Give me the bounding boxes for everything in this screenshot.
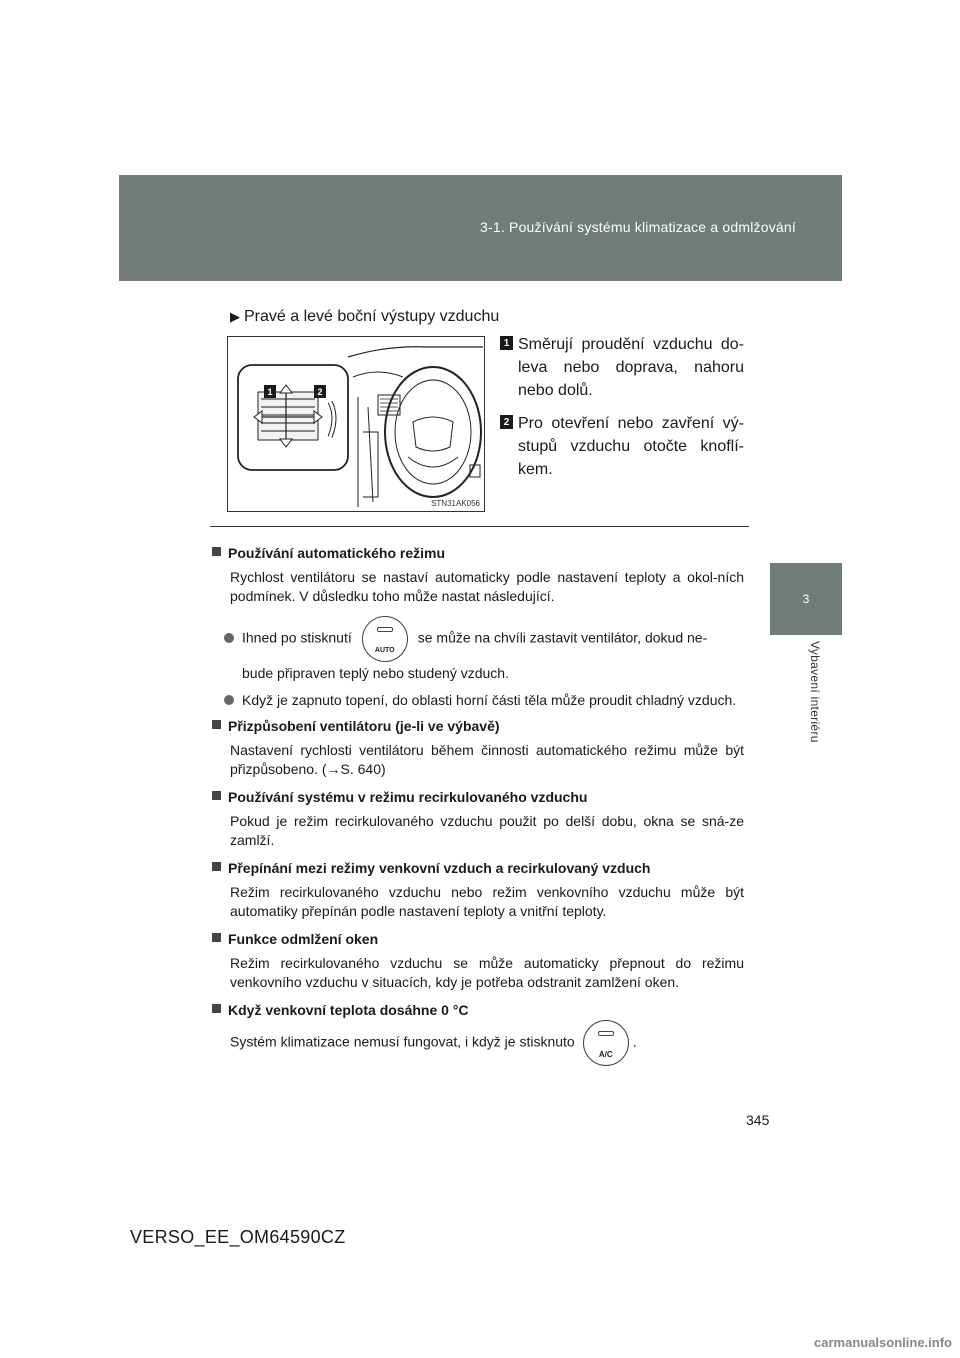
note-body-text: . <box>632 1033 637 1050</box>
note-title-text: Přizpůsobení ventilátoru (je-li ve výbavě) <box>228 718 500 734</box>
callout-number-badge: 1 <box>500 336 513 350</box>
note-title-text: Když venkovní teplota dosáhne 0 °C <box>228 1002 469 1018</box>
bullet-item <box>212 616 744 662</box>
note-title-text: Používání automatického režimu <box>228 545 446 561</box>
callout-list <box>500 333 744 491</box>
round-bullet-icon <box>224 695 234 705</box>
note-title-recirc <box>212 789 744 805</box>
bullet-text: Když je zapnuto topení, do oblasti horní části těla může proudit chladný vzduch. <box>242 692 737 708</box>
document-code: VERSO_EE_OM64590CZ <box>130 1227 346 1247</box>
auto-button-label: AUTO <box>374 647 395 654</box>
square-bullet-icon <box>212 791 221 800</box>
note-title-fan <box>212 718 744 734</box>
note-title-zero-temp <box>212 1002 744 1018</box>
bullet-text: Ihned po stisknutí <box>242 629 352 646</box>
page-number: 345 <box>746 1112 770 1128</box>
note-body: Pokud je režim recirkulovaného vzduchu použit po delší dobu, okna se sná-ze zamlží. <box>230 813 744 848</box>
auto-button-icon <box>362 616 408 662</box>
bullet-item <box>212 691 744 710</box>
bullet-text: se může na chvíli zastavit ventilátor, dokud ne- <box>417 629 708 646</box>
bullet-continuation: bude připraven teplý nebo studený vzduch. <box>242 665 509 681</box>
note-title-auto-mode <box>212 545 744 561</box>
note-body <box>212 1020 744 1066</box>
square-bullet-icon <box>212 1004 221 1013</box>
callout-text: Směrují proudění vzduchu do-leva nebo doprava, nahoru nebo dolů. <box>518 336 744 399</box>
callout-text: Pro otevření nebo zavření vý-stupů vzduchu otočte knoflí-kem. <box>518 415 744 478</box>
triangle-arrow-icon: ▶ <box>230 309 240 324</box>
note-body: Režim recirkulovaného vzduchu nebo režim venkovního vzduchu může být automatiky přepínán podle nastavení teploty a vnitřní teploty. <box>230 884 744 919</box>
chapter-tab <box>770 563 842 635</box>
figure-code: STN31AK056 <box>431 499 480 508</box>
callout-item <box>500 333 744 402</box>
divider <box>210 526 749 527</box>
watermark: carmanualsonline.info <box>814 1335 952 1350</box>
square-bullet-icon <box>212 720 221 729</box>
square-bullet-icon <box>212 862 221 871</box>
note-title-text: Přepínání mezi režimy venkovní vzduch a recirkulovaný vzduch <box>228 860 651 876</box>
chapter-label: Vybavení interiéru <box>808 641 822 743</box>
header-band <box>119 175 842 281</box>
callout-2-label: 2 <box>317 387 323 397</box>
note-title-text: Funkce odmlžení oken <box>228 931 379 947</box>
square-bullet-icon <box>212 547 221 556</box>
callout-1-label: 1 <box>267 387 273 397</box>
section-breadcrumb: 3-1. Používání systému klimatizace a odmlžování <box>480 219 796 235</box>
vent-illustration <box>227 336 485 512</box>
callout-item <box>500 412 744 481</box>
note-title-switching <box>212 860 744 876</box>
chapter-number: 3 <box>802 592 810 606</box>
notes-section <box>212 545 744 1076</box>
note-body: Režim recirkulovaného vzduchu se může automaticky přepnout do režimu venkovního vzduchu v situacích, kdy je potřeba odstranit zamlžení oken. <box>230 955 744 990</box>
callout-number-badge: 2 <box>500 415 513 429</box>
round-bullet-icon <box>224 633 234 643</box>
ac-button-icon <box>583 1020 629 1066</box>
note-body: Nastavení rychlosti ventilátoru během činnosti automatického režimu může být přizpůsobeno. (→S. 640) <box>230 742 744 777</box>
square-bullet-icon <box>212 933 221 942</box>
note-title-defog <box>212 931 744 947</box>
note-title-text: Používání systému v režimu recirkulovaného vzduchu <box>228 789 588 805</box>
note-body: Rychlost ventilátoru se nastaví automaticky podle nastavení teploty a okol-ních podmínek. V důsledku toho může nastat následující. <box>230 569 744 604</box>
dashboard-drawing <box>228 337 486 513</box>
note-body-text: Systém klimatizace nemusí fungovat, i když je stisknuto <box>230 1033 575 1050</box>
ac-button-label: A/C <box>598 1050 613 1059</box>
section-heading <box>230 308 499 326</box>
section-heading-text: Pravé a levé boční výstupy vzduchu <box>244 308 500 325</box>
